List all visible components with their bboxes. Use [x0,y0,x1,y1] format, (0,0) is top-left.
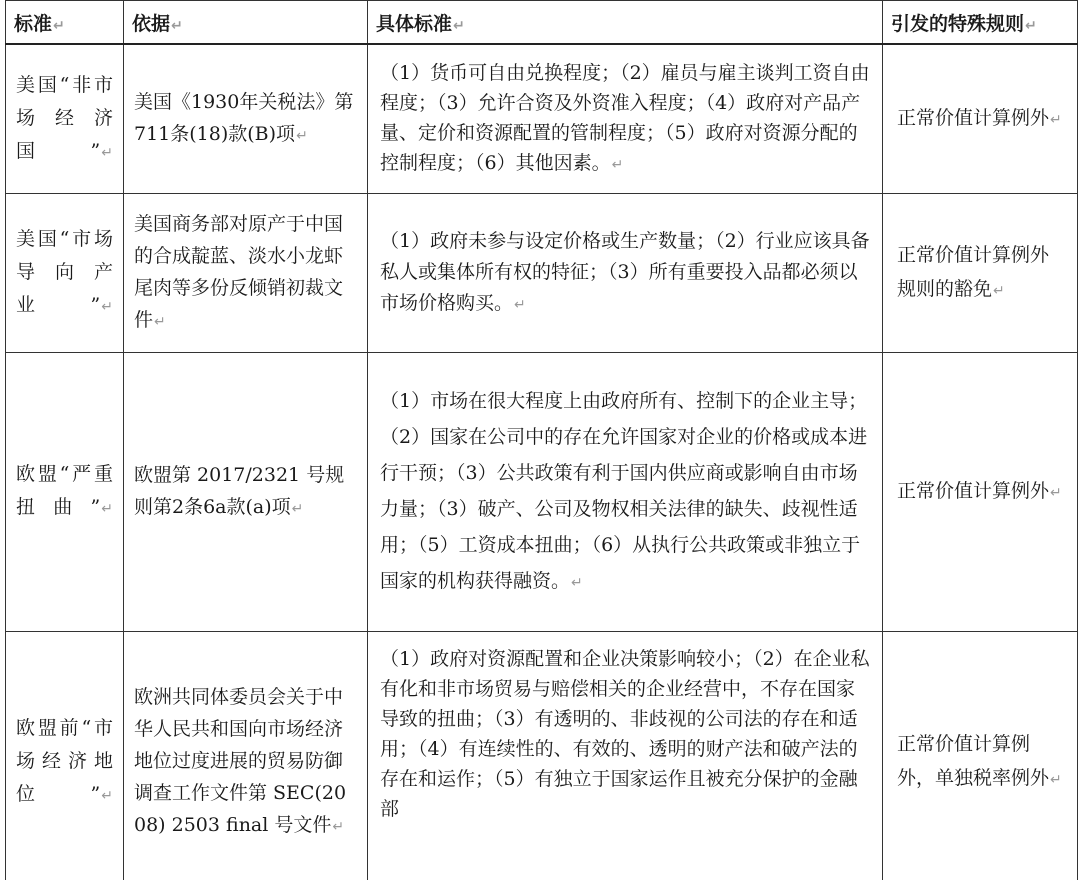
return-mark-icon: ↵ [296,128,308,144]
basis-cell: 欧盟第 2017/2321 号规则第2条6a款(a)项↵ [124,353,368,632]
return-mark-icon: ↵ [514,296,526,313]
special-rule-cell: 正常价值计算例外↵ [883,353,1078,632]
return-mark-icon: ↵ [1050,772,1062,788]
return-mark-icon: ↵ [53,17,65,34]
table-row [6,353,1078,632]
return-mark-icon: ↵ [291,501,304,517]
comparison-table [5,0,1078,880]
standard-cell: 美国“非市场经济国”↵ [6,44,124,194]
basis-cell: 美国《1930年关税法》第711条(18)款(B)项↵ [124,44,368,194]
header-row [6,1,1078,45]
criteria-cell: （1）政府未参与设定价格或生产数量；（2）行业应该具备私人或集体所有权的特征；（3）所有重要投入品都必须以市场价格购买。↵ [368,194,883,353]
table-row [6,632,1078,880]
return-mark-icon: ↵ [1025,17,1037,34]
basis-cell: 欧洲共同体委员会关于中华人民共和国向市场经济地位过度进展的贸易防御调查工作文件第 SEC(2008) 2503 final 号文件↵ [124,632,368,880]
return-mark-icon: ↵ [993,283,1005,299]
standard-cell: 欧盟“严重扭曲”↵ [6,353,124,632]
special-rule-cell: 正常价值计算例外规则的豁免↵ [883,194,1078,353]
criteria-cell: （1）货币可自由兑换程度；（2）雇员与雇主谈判工资自由程度；（3）允许合资及外资准入程度；（4）政府对产品产量、定价和资源配置的管制程度；（5）政府对资源分配的控制程度；（6）其他因素。↵ [368,44,883,194]
header-special-rule: 引发的特殊规则↵ [883,1,1078,45]
return-mark-icon: ↵ [154,314,166,330]
criteria-cell: （1）市场在很大程度上由政府所有、控制下的企业主导；（2）国家在公司中的存在允许国家对企业的价格或成本进行干预；（3）公共政策有利于国内供应商或影响自由市场力量；（3）破产、公司及物权相关法律的缺失、歧视性适用；（5）工资成本扭曲；（6）从执行公共政策或非独立于国家的机构获得融资。↵ [368,353,883,632]
return-mark-icon: ↵ [101,787,113,804]
standard-cell: 欧盟前“市场经济地位”↵ [6,632,124,880]
return-mark-icon: ↵ [332,819,345,835]
header-criteria: 具体标准↵ [368,1,883,45]
table-row [6,194,1078,353]
return-mark-icon: ↵ [611,157,624,173]
return-mark-icon: ↵ [101,144,113,161]
basis-cell: 美国商务部对原产于中国的合成靛蓝、淡水小龙虾尾肉等多份反倾销初裁文件↵ [124,194,368,353]
criteria-cell: （1）政府对资源配置和企业决策影响较小；（2）在企业私有化和非市场贸易与赔偿相关的企业经营中，不存在国家导致的扭曲；（3）有透明的、非歧视的公司法的存在和适用；（4）有连续性的、有效的、透明的财产法和破产法的存在和运作；（5）有独立于国家运作且被充分保护的金融部 [368,632,883,880]
special-rule-cell: 正常价值计算例外，单独税率例外↵ [883,632,1078,880]
return-mark-icon: ↵ [101,298,113,315]
return-mark-icon: ↵ [1050,112,1062,128]
standard-cell: 美国“市场导向产业”↵ [6,194,124,353]
return-mark-icon: ↵ [453,17,465,34]
special-rule-cell: 正常价值计算例外↵ [883,44,1078,194]
return-mark-icon: ↵ [571,575,583,591]
header-standard: 标准↵ [6,1,124,45]
return-mark-icon: ↵ [171,17,183,34]
header-basis: 依据↵ [124,1,368,45]
table-row [6,44,1078,194]
return-mark-icon: ↵ [101,501,113,517]
return-mark-icon: ↵ [1050,485,1062,501]
